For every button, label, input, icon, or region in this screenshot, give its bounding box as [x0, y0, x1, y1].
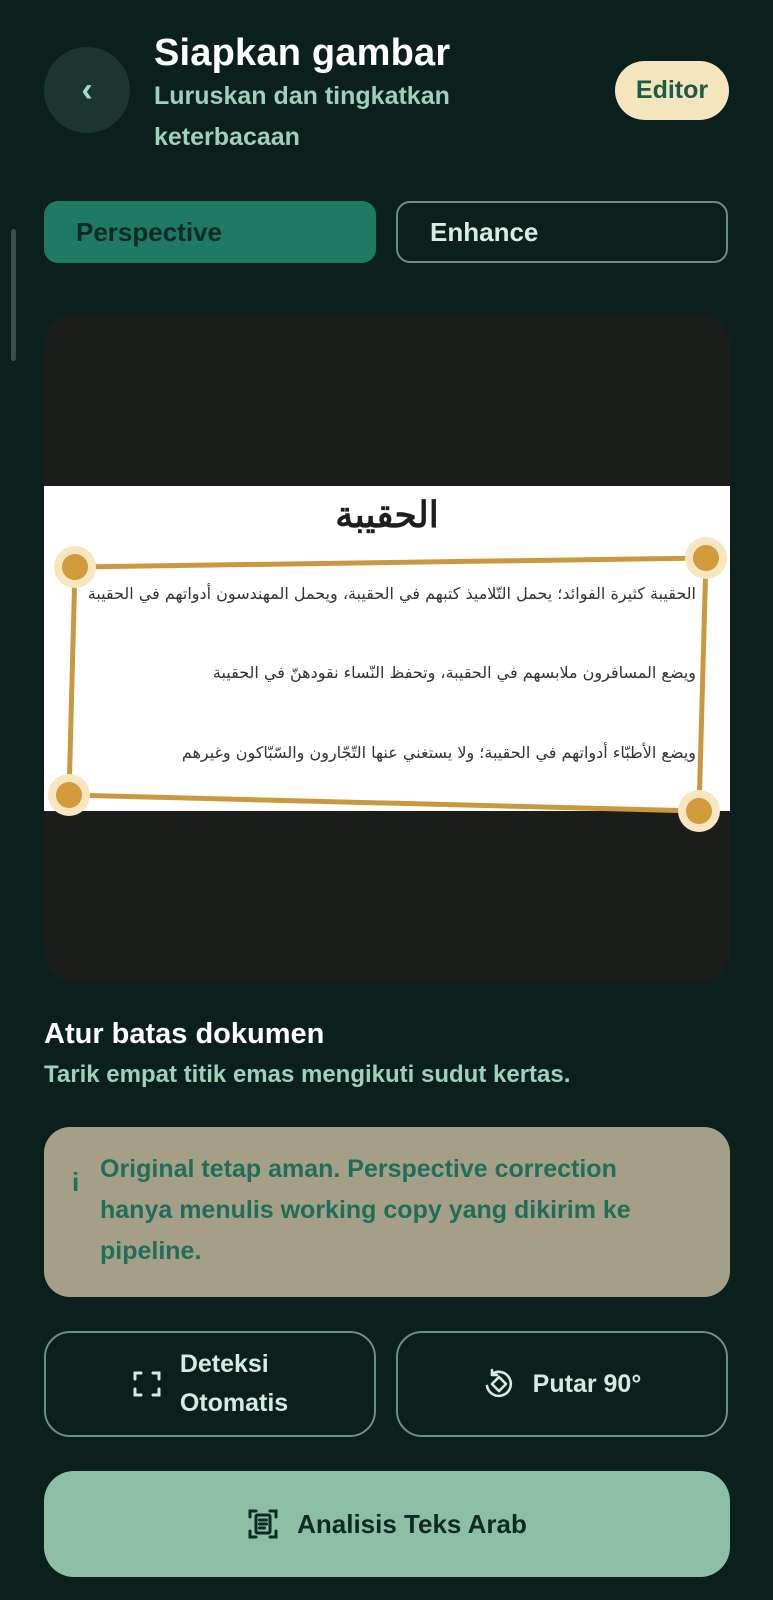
auto-detect-label-line1: Deteksi — [179, 1350, 269, 1378]
document-line: ويضع المسافرون ملابسهم في الحقيبة، وتحفظ النّساء نقودهنّ في الحقيبة — [212, 663, 696, 682]
corner-handle-top-right[interactable] — [685, 537, 727, 579]
info-banner — [44, 1127, 730, 1297]
crop-overlay — [44, 314, 730, 982]
info-text: Original tetap aman. Perspective correction hanya menulis working copy yang dikirim ke pipeline. — [100, 1155, 631, 1265]
document-scan-icon — [247, 1508, 279, 1540]
scroll-indicator[interactable] — [11, 229, 16, 361]
corner-handle-bottom-right[interactable] — [678, 790, 720, 832]
scan-frame-icon — [132, 1369, 162, 1399]
analyze-arabic-text-button[interactable] — [44, 1471, 730, 1577]
auto-detect-label-line2: Otomatis — [179, 1389, 289, 1417]
document-heading: الحقيبة — [335, 494, 439, 536]
crop-frame — [69, 558, 706, 811]
document-line: الحقيبة كثيرة الفوائد؛ يحمل التّلاميذ كتبهم في الحقيبة، ويحمل المهندسون أدواتهم في الحقيبة — [87, 584, 696, 603]
chevron-left-icon: ‹ — [81, 70, 93, 109]
tab-perspective[interactable]: Perspective — [44, 201, 376, 263]
rotate-icon — [483, 1368, 515, 1400]
back-button[interactable] — [44, 47, 130, 133]
auto-detect-button[interactable] — [44, 1331, 376, 1437]
info-icon: i — [72, 1167, 80, 1197]
page-title: Siapkan gambar — [154, 32, 451, 74]
corner-handle-bottom-left[interactable] — [48, 774, 90, 816]
image-preview — [44, 314, 730, 982]
tab-enhance[interactable]: Enhance — [396, 201, 728, 263]
rotate-button[interactable] — [396, 1331, 728, 1437]
analyze-label: Analisis Teks Arab — [297, 1508, 527, 1539]
document-line: ويضع الأطبّاء أدواتهم في الحقيبة؛ ولا يستغني عنها التّجّارون والسّبّاكون وغيرهم — [181, 743, 696, 762]
section-subtitle: Tarik empat titik emas mengikuti sudut kertas. — [44, 1061, 571, 1088]
page-subtitle: Luruskan dan tingkatkan keterbacaan — [154, 82, 450, 151]
section-title: Atur batas dokumen — [44, 1018, 325, 1050]
corner-handle-top-left[interactable] — [54, 546, 96, 588]
rotate-label: Putar 90° — [532, 1369, 642, 1398]
editor-badge[interactable]: Editor — [615, 61, 729, 120]
